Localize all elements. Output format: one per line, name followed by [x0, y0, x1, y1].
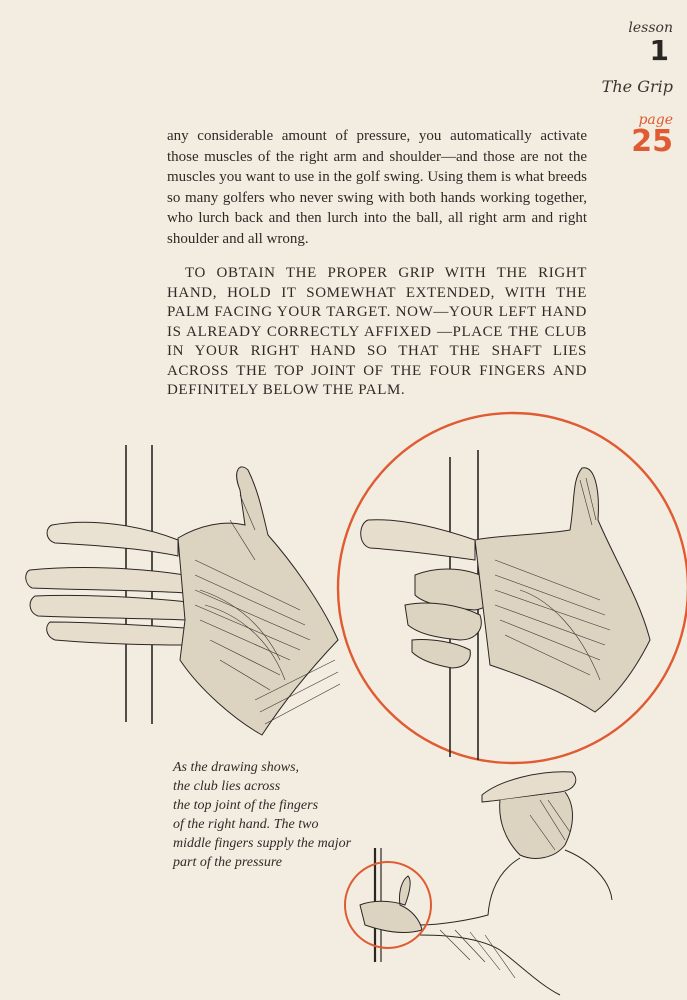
- open-hand-illustration: [26, 445, 340, 735]
- page-label: page: [638, 112, 673, 128]
- illustration-caption: As the drawing shows, the club lies across the top joint of the fingers of the right hand. The two middle fingers supply the major part of the pressure: [173, 760, 352, 870]
- instruction-paragraph: TO OBTAIN THE PROPER GRIP WITH THE RIGHT HAND, HOLD IT SOMEWHAT EXTENDED, WITH THE PALM FACING YOUR TARGET. NOW—YOUR LEFT HAND IS ALREADY CORRECTLY AFFIXED —PLACE THE CLUB IN YOUR RIGHT HAND SO THAT THE SHAFT LIES ACROSS THE TOP JOINT OF THE FOUR FINGERS AND DEFINITELY BELOW THE PALM.: [167, 265, 587, 398]
- gripping-hand-illustration: [338, 413, 687, 763]
- body-paragraph: any considerable amount of pressure, you automatically activate those muscles of the right arm and shoulder—and those are not the muscles you want to use in the golf swing. Using them is what breeds so many golfers who never swing with both hands working together, who lurch back and then lurch into the ball, all right arm and right shoulder and all wrong.: [167, 128, 587, 247]
- page-number: 25: [631, 124, 673, 159]
- lesson-number: 1: [649, 34, 669, 67]
- lesson-label: lesson: [628, 20, 673, 36]
- section-title: The Grip: [601, 77, 673, 96]
